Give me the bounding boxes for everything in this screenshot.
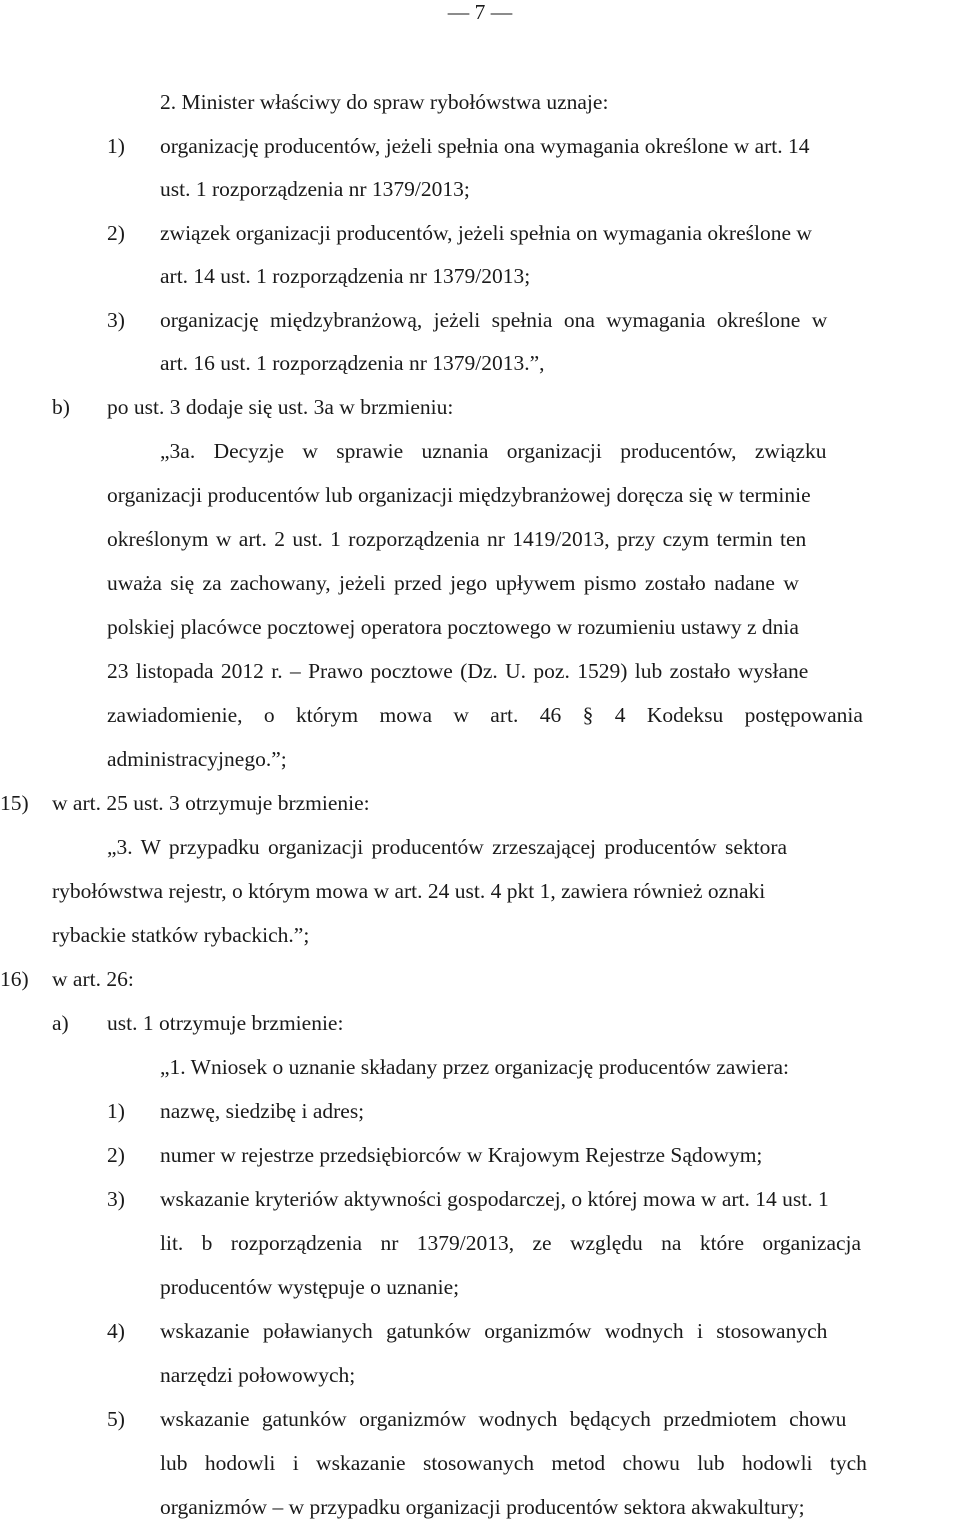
text-line: „1. Wniosek o uznanie składany przez organizację producentów zawiera:	[160, 1055, 790, 1079]
text-line: numer w rejestrze przedsiębiorców w Krajowym Rejestrze Sądowym;	[160, 1143, 763, 1167]
text-line: określonym w art. 2 ust. 1 rozporządzenia nr 1419/2013, przy czym termin ten	[107, 527, 807, 551]
text-line: zawiadomienie, o którym mowa w art. 46 § 4 Kodeksu postępowania	[107, 703, 863, 727]
text-line: rybołówstwa rejestr, o którym mowa w art. 24 ust. 4 pkt 1, zawiera również oznaki	[52, 879, 766, 903]
list-number: 3)	[107, 308, 125, 332]
list-letter: a)	[52, 1011, 69, 1035]
text-line: lit. b rozporządzenia nr 1379/2013, ze względu na które organizacja	[160, 1231, 862, 1255]
page-number: — 7 —	[447, 0, 513, 24]
text-line: w art. 25 ust. 3 otrzymuje brzmienie:	[52, 791, 370, 815]
list-number: 3)	[107, 1187, 125, 1211]
list-letter: b)	[52, 395, 70, 419]
list-number: 15)	[0, 791, 29, 815]
text-line: wskazanie kryteriów aktywności gospodarczej, o której mowa w art. 14 ust. 1	[160, 1187, 829, 1211]
text-line: art. 14 ust. 1 rozporządzenia nr 1379/2013;	[160, 264, 531, 288]
text-line: ust. 1 otrzymuje brzmienie:	[107, 1011, 344, 1035]
text-line: „3a. Decyzje w sprawie uznania organizacji producentów, związku	[160, 439, 827, 463]
text-line: rybackie statków rybackich.”;	[52, 923, 310, 947]
list-number: 5)	[107, 1407, 125, 1431]
text-line: ust. 1 rozporządzenia nr 1379/2013;	[160, 177, 470, 201]
text-line: związek organizacji producentów, jeżeli spełnia on wymagania określone w	[160, 221, 812, 245]
text-line: 2. Minister właściwy do spraw rybołówstwa uznaje:	[160, 90, 609, 114]
text-line: organizację producentów, jeżeli spełnia ona wymagania określone w art. 14	[160, 134, 810, 158]
text-line: 23 listopada 2012 r. – Prawo pocztowe (Dz. U. poz. 1529) lub zostało wysłane	[107, 659, 809, 683]
text-line: organizmów – w przypadku organizacji producentów sektora akwakultury;	[160, 1495, 805, 1519]
list-number: 1)	[107, 134, 125, 158]
text-line: organizację międzybranżową, jeżeli spełnia ona wymagania określone w	[160, 308, 828, 332]
list-number: 16)	[0, 967, 29, 991]
text-line: w art. 26:	[52, 967, 134, 991]
text-line: administracyjnego.”;	[107, 747, 287, 771]
text-line: wskazanie gatunków organizmów wodnych będących przedmiotem chowu	[160, 1407, 847, 1431]
text-line: polskiej placówce pocztowej operatora pocztowego w rozumieniu ustawy z dnia	[107, 615, 799, 639]
text-line: producentów występuje o uznanie;	[160, 1275, 460, 1299]
list-number: 2)	[107, 221, 125, 245]
text-line: „3. W przypadku organizacji producentów zrzeszającej producentów sektora	[107, 835, 788, 859]
text-line: wskazanie poławianych gatunków organizmów wodnych i stosowanych	[160, 1319, 828, 1343]
text-line: organizacji producentów lub organizacji międzybranżowej doręcza się w terminie	[107, 483, 811, 507]
text-line: nazwę, siedzibę i adres;	[160, 1099, 365, 1123]
list-number: 1)	[107, 1099, 125, 1123]
text-line: uważa się za zachowany, jeżeli przed jego upływem pismo zostało nadane w	[107, 571, 799, 595]
text-line: art. 16 ust. 1 rozporządzenia nr 1379/2013.”,	[160, 351, 545, 375]
list-number: 2)	[107, 1143, 125, 1167]
list-number: 4)	[107, 1319, 125, 1343]
text-line: narzędzi połowowych;	[160, 1363, 356, 1387]
text-line: lub hodowli i wskazanie stosowanych metod chowu lub hodowli tych	[160, 1451, 867, 1475]
text-line: po ust. 3 dodaje się ust. 3a w brzmieniu:	[107, 395, 454, 419]
